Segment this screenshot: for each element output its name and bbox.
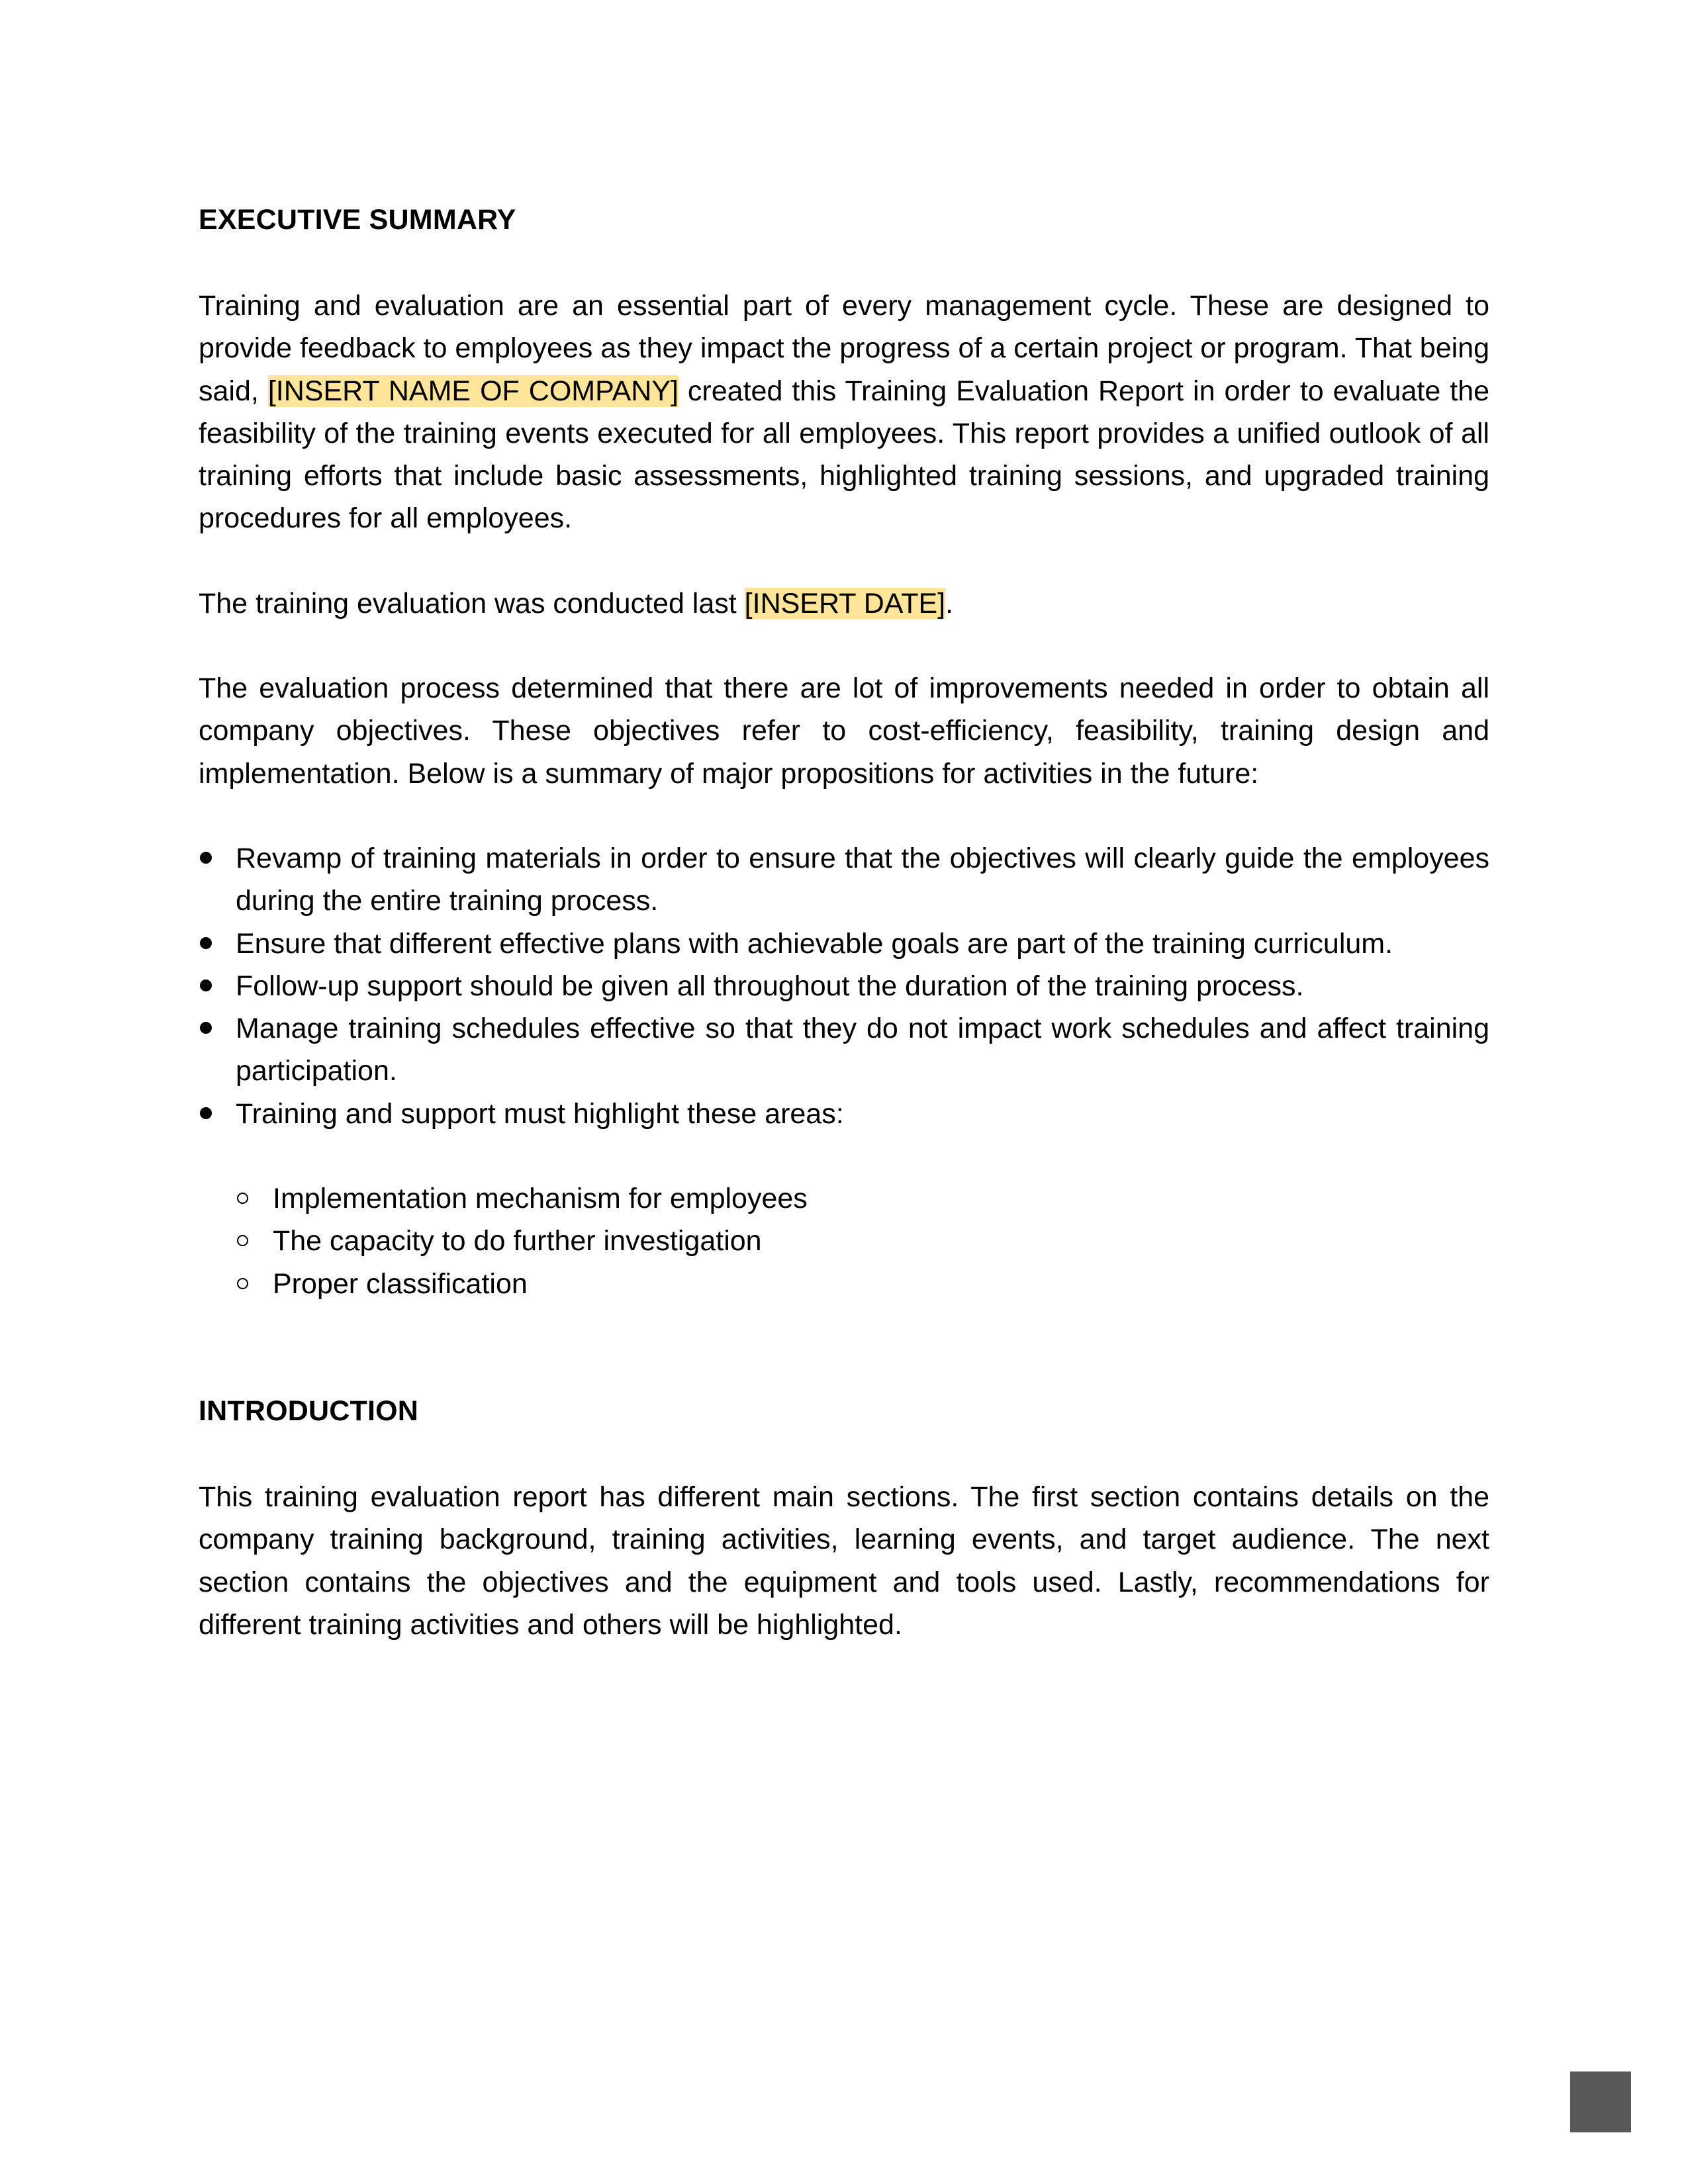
list-item-text: Manage training schedules effective so that they do not impact work schedules and affect training participation.	[236, 1013, 1489, 1087]
list-item	[199, 837, 1489, 923]
list-item	[199, 923, 1489, 965]
list-item-text: Ensure that different effective plans with achievable goals are part of the training curriculum.	[236, 927, 1393, 960]
hollow-bullet-icon	[237, 1235, 248, 1246]
list-item-text: Revamp of training materials in order to ensure that the objectives will clearly guide the employees during the entire training process.	[236, 842, 1489, 917]
hollow-bullet-icon	[237, 1278, 248, 1289]
highlight-areas-list	[199, 1177, 1489, 1305]
bullet-icon	[200, 852, 212, 864]
paragraph-text: created this Training Evaluation Report in order to evaluate the feasibility of the training events executed for all employees. This report provides a unified outlook of all training efforts that include basic assessments, highlighted training sessions, and upgraded training procedures for all employees.	[199, 375, 1490, 535]
propositions-list	[199, 837, 1489, 1135]
paragraph-text: .	[945, 587, 954, 619]
list-item-text: Training and support must highlight these areas:	[236, 1097, 844, 1130]
page-corner-marker	[1570, 2071, 1631, 2132]
exec-summary-paragraph-2	[199, 582, 1489, 625]
company-name-placeholder: [INSERT NAME OF COMPANY]	[267, 375, 679, 407]
list-item	[199, 965, 1489, 1007]
date-placeholder: [INSERT DATE]	[744, 587, 946, 619]
sub-list-item	[236, 1263, 1489, 1305]
hollow-bullet-icon	[237, 1193, 248, 1204]
bullet-icon	[200, 979, 212, 991]
list-item	[199, 1007, 1489, 1093]
sub-list-item-text: The capacity to do further investigation	[273, 1225, 762, 1257]
bullet-icon	[200, 1022, 212, 1034]
sub-list-item-text: Proper classification	[273, 1267, 528, 1300]
sub-list-item	[236, 1220, 1489, 1262]
list-item-text: Follow-up support should be given all throughout the duration of the training process.	[236, 970, 1304, 1002]
bullet-icon	[200, 1107, 212, 1119]
document-page	[199, 199, 1489, 1646]
executive-summary-heading: EXECUTIVE SUMMARY	[199, 204, 516, 236]
introduction-paragraph: This training evaluation report has different main sections. The first section contains details on the company training background, training activities, learning events, and target audience. The next section contains the objectives and the equipment and tools used. Lastly, recommendations for different training activities and others will be highlighted.	[199, 1480, 1489, 1641]
bullet-icon	[200, 937, 212, 949]
sub-list-item-text: Implementation mechanism for employees	[273, 1183, 808, 1215]
paragraph-text: Training and evaluation are an essential part of every management cycle. These are designed to provide feedback to employees as they impact the progress of a certain project or program. That being said,	[199, 290, 1489, 407]
list-item	[199, 1093, 1489, 1135]
sub-list-item	[236, 1177, 1489, 1220]
introduction-heading: INTRODUCTION	[199, 1394, 419, 1427]
exec-summary-paragraph-1	[199, 285, 1489, 540]
exec-summary-paragraph-3: The evaluation process determined that there are lot of improvements needed in order to obtain all company objectives. These objectives refer to cost-efficiency, feasibility, training design and implementation. Below is a summary of major propositions for activities in the future:	[199, 672, 1489, 790]
paragraph-text: The training evaluation was conducted last	[199, 587, 745, 619]
